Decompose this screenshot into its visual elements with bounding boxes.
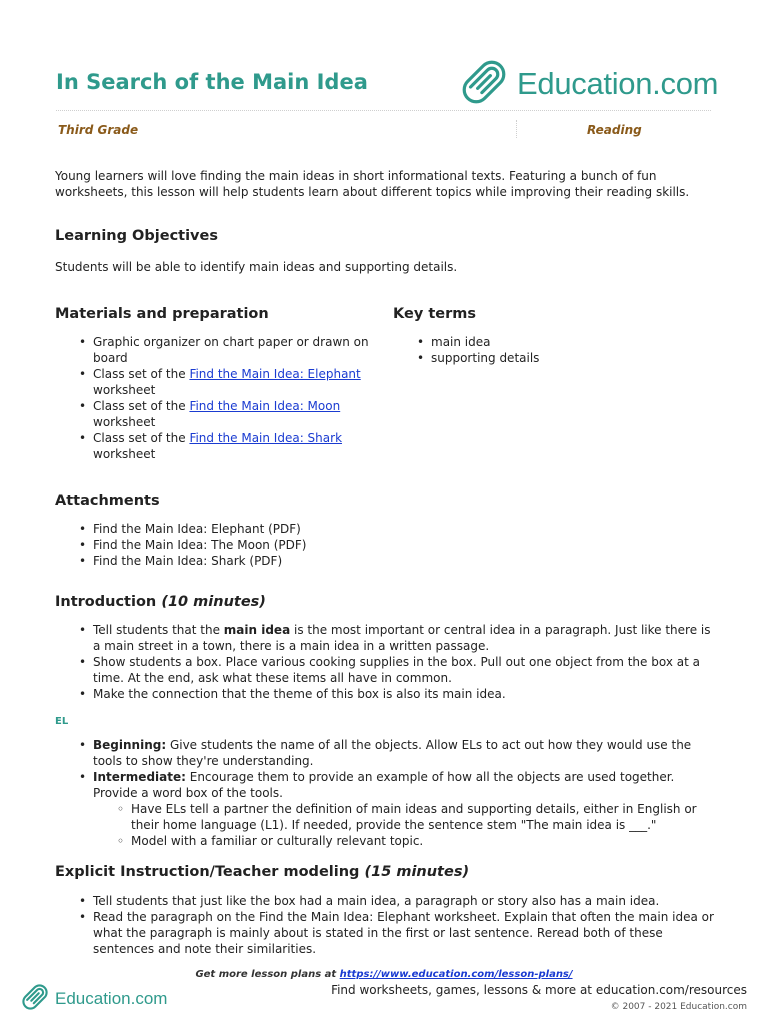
material-prefix: Class set of the (93, 431, 190, 445)
list-item (75, 366, 375, 398)
el-sublist (113, 801, 715, 849)
intro-b1-bold: main idea (223, 623, 291, 637)
attachment-item[interactable]: • Find the Main Idea: Elephant (PDF) (75, 521, 695, 537)
introduction-heading-text: Introduction (55, 594, 157, 610)
list-item (75, 334, 375, 366)
elephant-worksheet-link[interactable]: Find the Main Idea: Elephant (189, 367, 361, 381)
page-title: In Search of the Main Idea (56, 70, 368, 94)
brand-logo[interactable] (455, 56, 718, 112)
material-prefix: Class set of the (93, 367, 190, 381)
list-item: • Show students a box. Place various cooking supplies in the box. Pull out one object from the box at a time. At the end, ask what these items all have in common. (75, 654, 715, 686)
footer-tagline: Find worksheets, games, lessons & more at education.com/resources (331, 983, 747, 997)
materials-heading: Materials and preparation (55, 306, 269, 322)
footer-brand-name: Education.com (55, 989, 168, 1008)
material-suffix: worksheet (93, 383, 156, 397)
moon-worksheet-link[interactable]: Find the Main Idea: Moon (189, 399, 341, 413)
material-suffix: worksheet (93, 415, 156, 429)
list-item (75, 769, 715, 849)
explicit-list (75, 893, 715, 957)
title-divider (56, 110, 711, 111)
paperclip-logo-icon (18, 980, 52, 1018)
sub-list-item: ◦ Model with a familiar or culturally relevant topic. (113, 833, 715, 849)
list-item: • main idea (413, 334, 713, 350)
el-list (75, 737, 715, 849)
key-terms-list (413, 334, 713, 366)
list-item (75, 737, 715, 769)
list-item (75, 622, 715, 654)
objectives-text: Students will be able to identify main ideas and supporting details. (55, 260, 458, 274)
sub-list-item: ◦ Have ELs tell a partner the definition of main ideas and supporting details, either in English or their home language (L1). If needed, provide the sentence stem "The main idea is ___." (113, 801, 715, 833)
el-beginning-label: Beginning: (93, 738, 167, 752)
material-prefix: Class set of the (93, 399, 190, 413)
list-item: • Read the paragraph on the Find the Main Idea: Elephant worksheet. Explain that often the main idea or what the paragraph is mainly about is stated in the first or last sentence. Reread both of these sentences and note their similarities. (75, 909, 715, 957)
subject-label: Reading (587, 123, 642, 137)
grade-label: Third Grade (58, 123, 139, 137)
material-suffix: worksheet (93, 447, 156, 461)
el-intermediate-text: Encourage them to provide an example of how all the objects are used together. Provide a word box of the tools. (93, 770, 675, 800)
introduction-list (75, 622, 715, 702)
attachments-heading: Attachments (55, 493, 160, 509)
list-item (75, 398, 375, 430)
lesson-plans-link[interactable]: https://www.education.com/lesson-plans/ (339, 969, 573, 980)
footer-copyright: © 2007 - 2021 Education.com (610, 1002, 747, 1012)
el-tag: EL (55, 716, 69, 727)
material-text: Graphic organizer on chart paper or drawn on board (93, 335, 369, 365)
brand-name: Education.com (517, 66, 719, 101)
paperclip-logo-icon (455, 54, 513, 114)
objectives-heading: Learning Objectives (55, 228, 218, 244)
introduction-time: (10 minutes) (161, 594, 266, 610)
meta-divider (516, 120, 517, 138)
attachment-item[interactable]: • Find the Main Idea: Shark (PDF) (75, 553, 695, 569)
explicit-time: (15 minutes) (364, 864, 470, 880)
footer-logo[interactable] (18, 980, 167, 1018)
el-intermediate-label: Intermediate: (93, 770, 186, 784)
shark-worksheet-link[interactable]: Find the Main Idea: Shark (189, 431, 343, 445)
list-item: • supporting details (413, 350, 713, 366)
introduction-heading (55, 592, 266, 612)
list-item: • Tell students that just like the box had a main idea, a paragraph or story also has a main idea. (75, 893, 715, 909)
materials-list (75, 334, 375, 462)
explicit-heading-text: Explicit Instruction/Teacher modeling (55, 864, 360, 880)
attachments-list (75, 521, 695, 569)
intro-b1-post: is the most important or central idea in a paragraph. Just like there is a main street in a town, there is a main idea in a written passage. (93, 623, 711, 653)
intro-b1-pre: Tell students that the (93, 623, 224, 637)
attachment-item[interactable]: • Find the Main Idea: The Moon (PDF) (75, 537, 695, 553)
list-item: • Make the connection that the theme of this box is also its main idea. (75, 686, 715, 702)
list-item (75, 430, 375, 462)
explicit-heading (55, 862, 469, 882)
key-terms-heading: Key terms (393, 306, 476, 322)
footer-promo-text: Get more lesson plans at (195, 969, 340, 980)
intro-text: Young learners will love finding the main ideas in short informational texts. Featuring a bunch of fun worksheets, this lesson will help students learn about different topics while improving their reading skills. (55, 169, 690, 199)
el-beginning-text: Give students the name of all the objects. Allow ELs to act out how they would use the tools to show they're understanding. (93, 738, 692, 768)
